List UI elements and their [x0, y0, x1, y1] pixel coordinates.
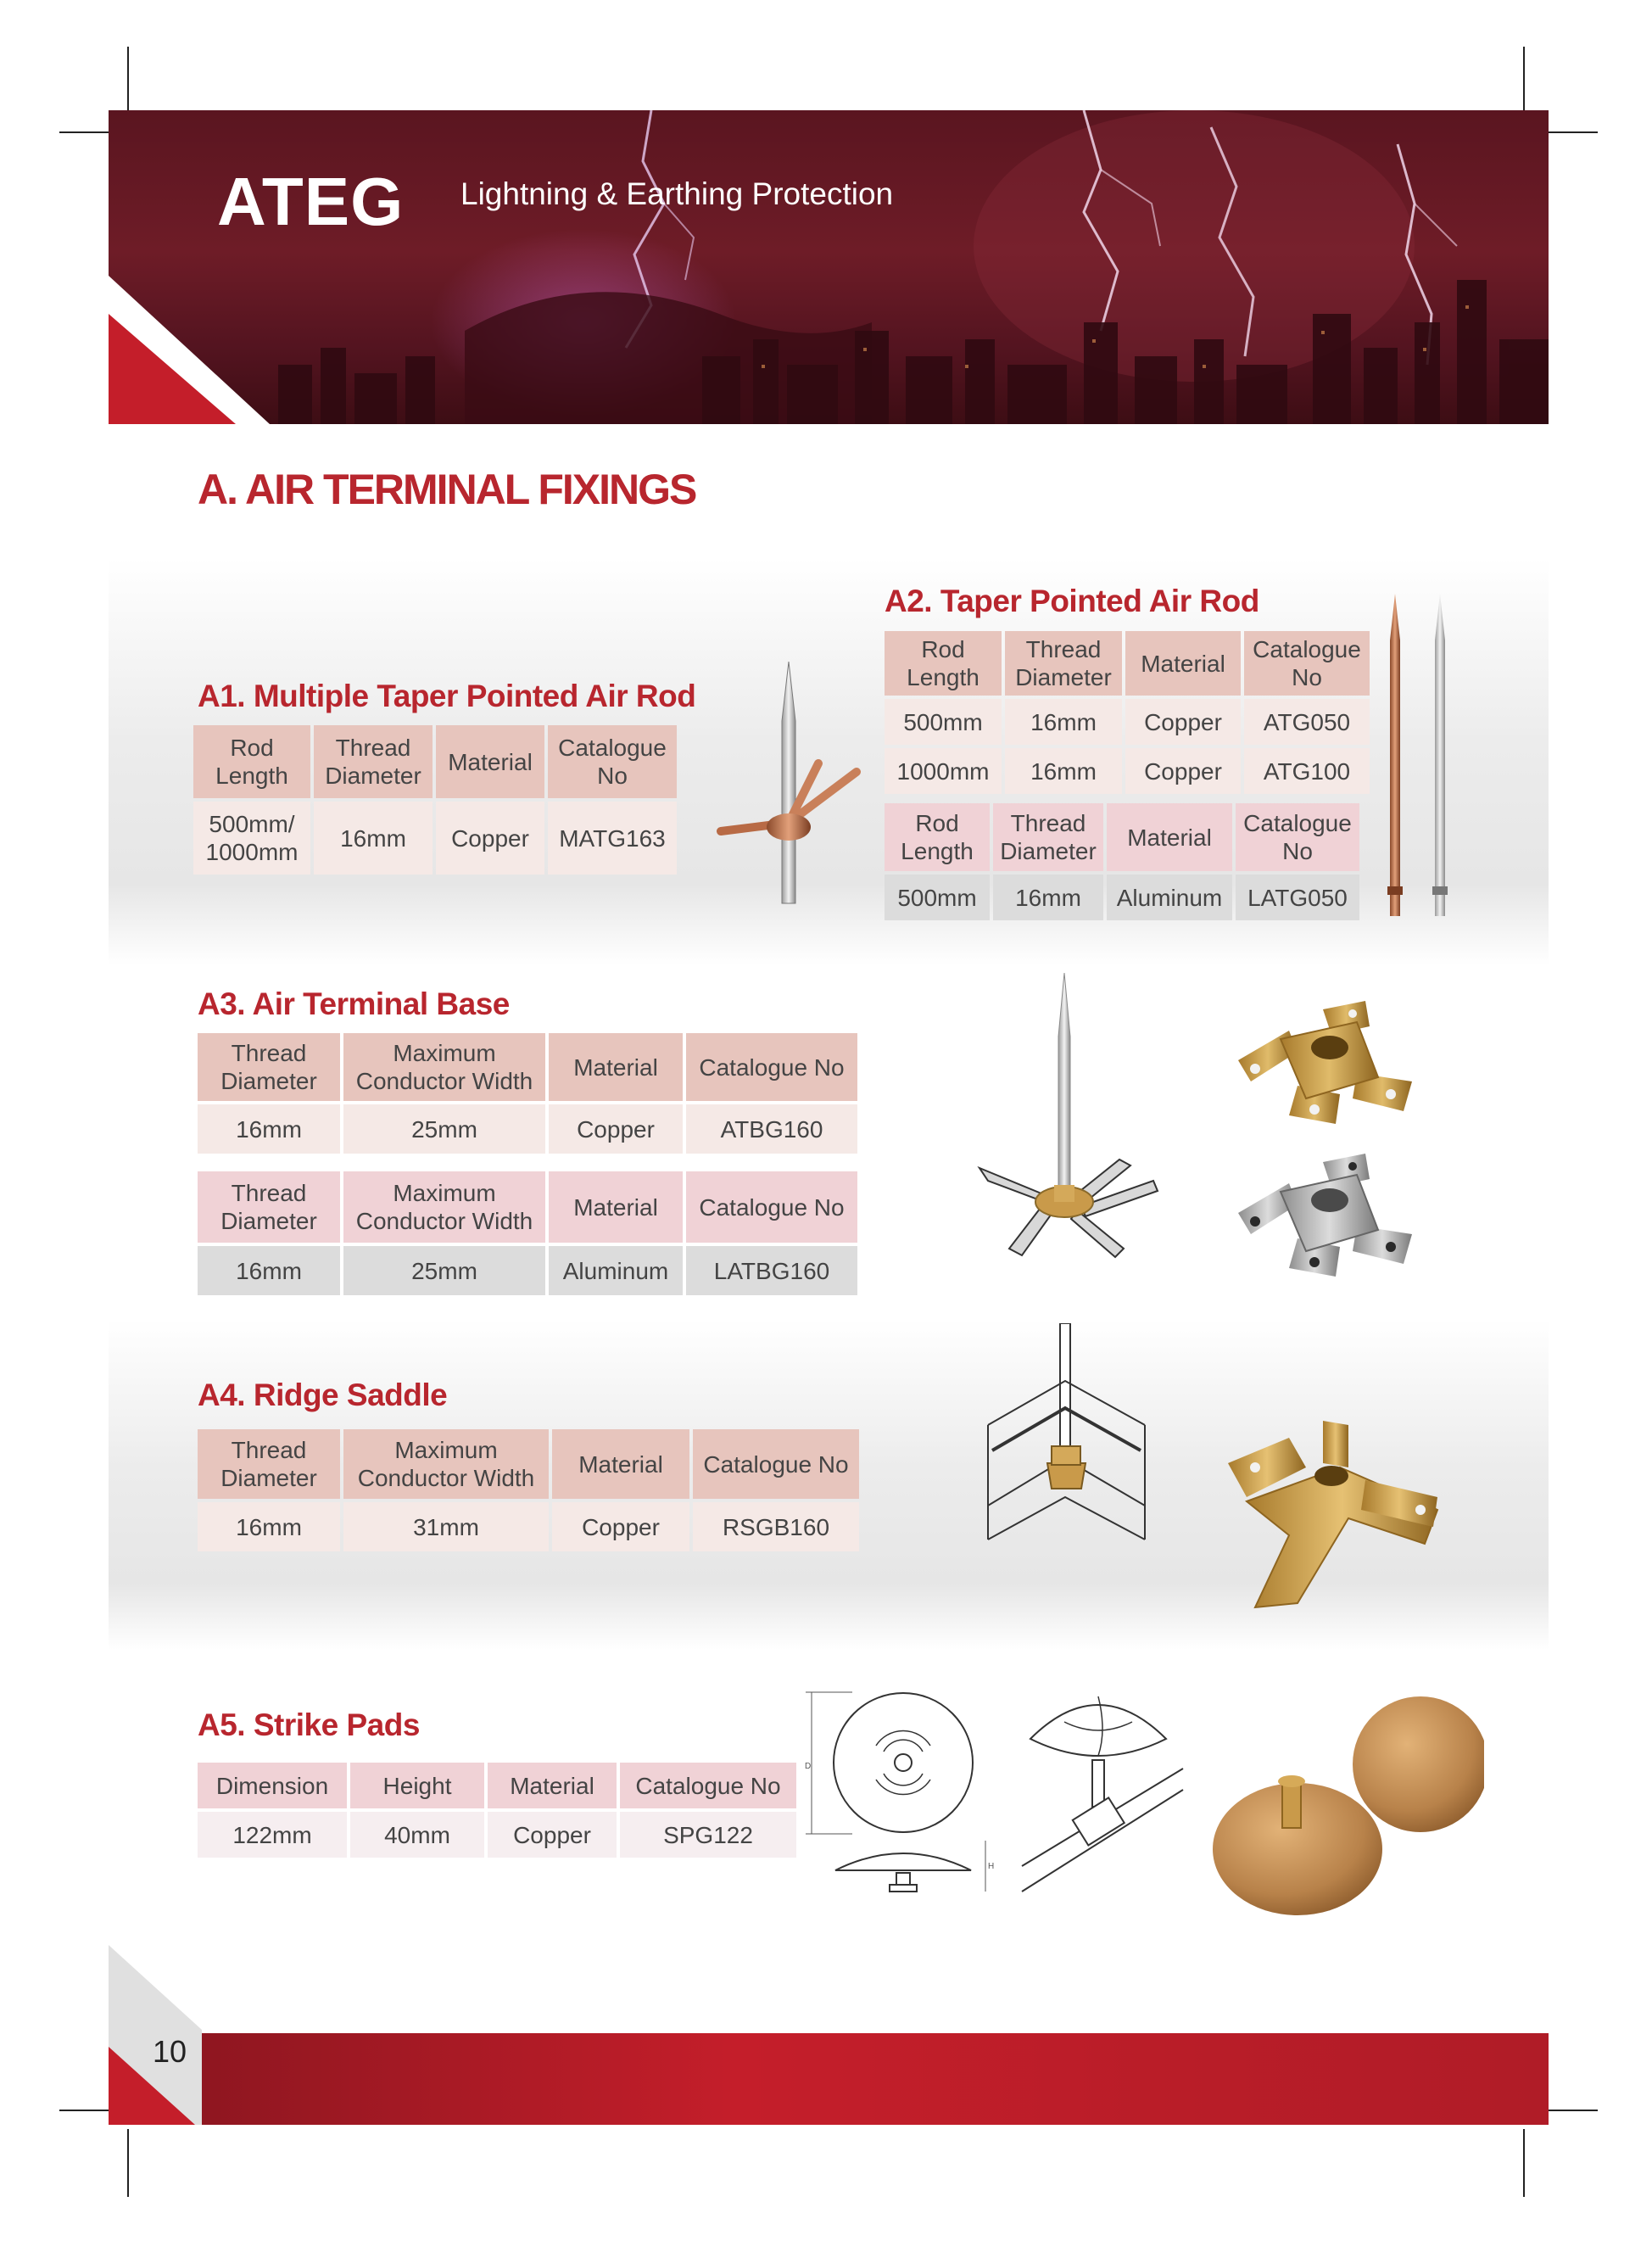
multiple-air-rod-image	[704, 653, 873, 916]
header-cell: Material	[552, 1429, 689, 1499]
header-cell: Rod Length	[885, 803, 990, 871]
table-cell: LATBG160	[686, 1246, 857, 1295]
table-cell: ATBG160	[686, 1104, 857, 1154]
header-cell: Material	[549, 1033, 683, 1101]
crop-mark	[1523, 47, 1525, 113]
brand-tagline: Lightning & Earthing Protection	[460, 176, 894, 211]
table-cell: 16mm	[198, 1104, 340, 1154]
crop-mark	[127, 47, 129, 113]
header-cell: Material	[1107, 803, 1232, 871]
header-cell: Thread Diameter	[198, 1429, 340, 1499]
section-title-a2: A2. Taper Pointed Air Rod	[885, 584, 1259, 618]
table-cell: Aluminum	[1107, 875, 1232, 920]
table-cell: 16mm	[198, 1246, 340, 1295]
page-number: 10	[153, 2034, 187, 2069]
header-cell: Thread Diameter	[314, 725, 433, 798]
table-a3-aluminum	[194, 1168, 861, 1299]
crop-mark	[59, 2110, 112, 2111]
lightning-city-background	[109, 110, 1549, 424]
table-cell: 16mm	[314, 802, 433, 875]
table-cell: 16mm	[993, 875, 1103, 920]
strike-pad-image	[1204, 1692, 1484, 1921]
header-cell: Height	[350, 1763, 484, 1808]
header-cell: Catalogue No	[686, 1171, 857, 1243]
dimension-h-label: H	[988, 1862, 995, 1871]
table-cell: 31mm	[343, 1502, 549, 1551]
crop-mark	[1545, 131, 1598, 133]
ridge-saddle-image	[1221, 1417, 1467, 1612]
header-cell: Maximum Conductor Width	[343, 1429, 549, 1499]
header-banner	[109, 110, 1549, 424]
header-cell: Catalogue No	[548, 725, 677, 798]
section-title-a4: A4. Ridge Saddle	[198, 1378, 448, 1412]
table-a2-copper	[881, 628, 1373, 797]
table-cell: 16mm	[198, 1502, 340, 1551]
header-cell: Thread Diameter	[993, 803, 1103, 871]
page-title: A. AIR TERMINAL FIXINGS	[198, 466, 696, 513]
header-cell: Thread Diameter	[198, 1171, 340, 1243]
table-a1	[190, 722, 680, 878]
header-cell: Thread Diameter	[198, 1033, 340, 1101]
aluminum-base-image	[1230, 1145, 1425, 1281]
header-cell: Dimension	[198, 1763, 347, 1808]
header-cell: Material	[436, 725, 544, 798]
dimension-d-label: D	[805, 1762, 812, 1771]
table-a2-aluminum	[881, 800, 1363, 924]
table-cell: SPG122	[620, 1812, 796, 1858]
header-cell: Maximum Conductor Width	[343, 1171, 545, 1243]
table-cell: Copper	[436, 802, 544, 875]
table-a3-copper	[194, 1030, 861, 1157]
table-cell: MATG163	[548, 802, 677, 875]
crop-mark	[1523, 2129, 1525, 2197]
strike-pad-drawing	[801, 1688, 996, 1908]
header-cell: Material	[488, 1763, 617, 1808]
crop-mark	[127, 2129, 129, 2197]
table-cell: 500mm/ 1000mm	[193, 802, 310, 875]
table-cell: Aluminum	[549, 1246, 683, 1295]
header-cell: Thread Diameter	[1005, 631, 1122, 696]
table-cell: Copper	[552, 1502, 689, 1551]
header-cell: Catalogue No	[686, 1033, 857, 1101]
table-cell: 25mm	[343, 1246, 545, 1295]
header-cell: Maximum Conductor Width	[343, 1033, 545, 1101]
header-cell: Rod Length	[885, 631, 1002, 696]
table-cell: RSGB160	[693, 1502, 859, 1551]
table-cell: 500mm	[885, 699, 1002, 745]
table-a5	[194, 1759, 800, 1861]
table-cell: LATG050	[1236, 875, 1359, 920]
table-cell: 25mm	[343, 1104, 545, 1154]
table-a4	[194, 1426, 862, 1555]
section-title-a1: A1. Multiple Taper Pointed Air Rod	[198, 679, 696, 713]
table-cell: 16mm	[1005, 748, 1122, 794]
header-cell: Catalogue No	[1236, 803, 1359, 871]
section-title-a3: A3. Air Terminal Base	[198, 986, 510, 1021]
table-cell: 40mm	[350, 1812, 484, 1858]
ridge-saddle-drawing	[975, 1323, 1170, 1620]
crop-mark	[1545, 2110, 1598, 2111]
header-cell: Catalogue No	[693, 1429, 859, 1499]
aluminum-air-rod-image	[1423, 590, 1457, 929]
header-cell: Material	[1125, 631, 1241, 696]
table-cell: Copper	[1125, 699, 1241, 745]
copper-air-rod-image	[1378, 590, 1412, 929]
table-cell: 1000mm	[885, 748, 1002, 794]
footer-bar	[195, 2033, 1549, 2125]
header-cell: Material	[549, 1171, 683, 1243]
table-cell: 500mm	[885, 875, 990, 920]
table-cell: 122mm	[198, 1812, 347, 1858]
table-cell: Copper	[549, 1104, 683, 1154]
table-cell: Copper	[488, 1812, 617, 1858]
brand-logo: ATEG	[217, 164, 405, 239]
header-cell: Catalogue No	[1244, 631, 1370, 696]
table-cell: ATG100	[1244, 748, 1370, 794]
header-cell: Rod Length	[193, 725, 310, 798]
header-cell: Catalogue No	[620, 1763, 796, 1808]
table-cell: 16mm	[1005, 699, 1122, 745]
section-title-a5: A5. Strike Pads	[198, 1707, 420, 1742]
air-terminal-base-image	[971, 969, 1166, 1274]
table-cell: Copper	[1125, 748, 1241, 794]
strike-pad-installed-drawing	[1013, 1688, 1200, 1908]
copper-base-image	[1230, 992, 1425, 1128]
table-cell: ATG050	[1244, 699, 1370, 745]
crop-mark	[59, 131, 112, 133]
